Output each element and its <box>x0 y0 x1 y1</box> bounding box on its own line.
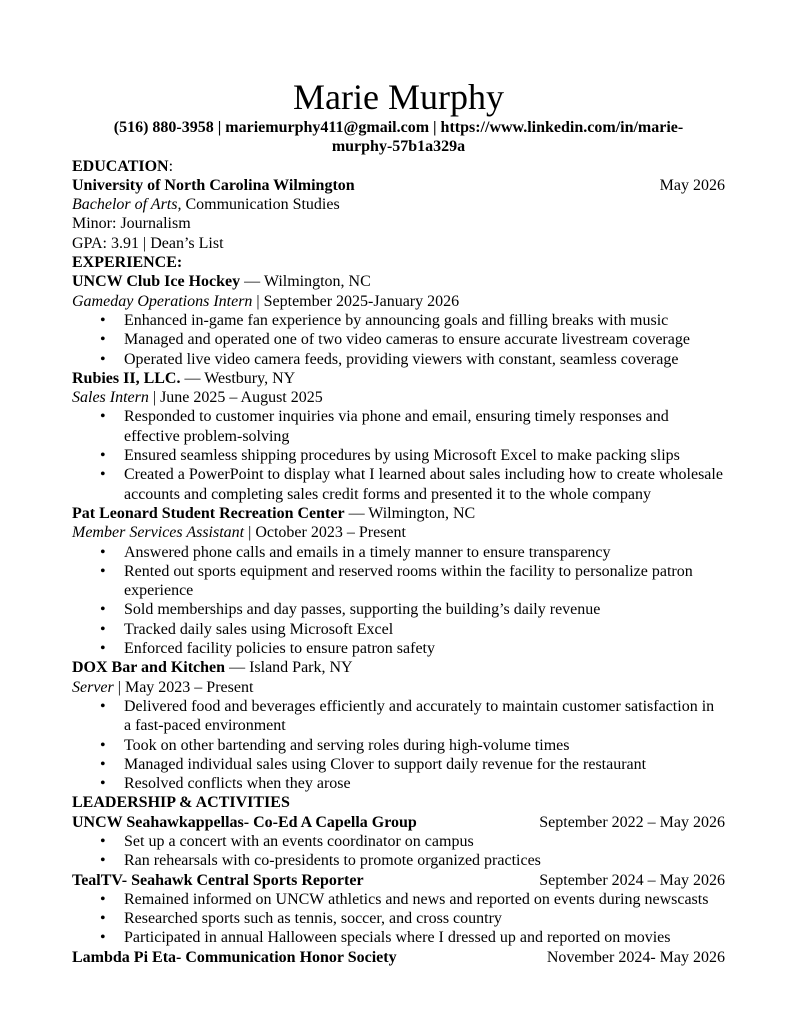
job-role: Gameday Operations Intern <box>72 292 253 310</box>
activity-title: Lambda Pi Eta- Communication Honor Society <box>72 948 397 966</box>
activity-dates: September 2022 – May 2026 <box>539 813 725 831</box>
job-location: — Westbury, NY <box>180 369 296 387</box>
experience-section <box>72 253 725 793</box>
job-block <box>72 272 725 368</box>
bullet-item: • Managed and operated one of two video cameras to ensure accurate livestream coverage <box>72 330 725 349</box>
bullet-list <box>72 543 725 659</box>
bullet-item: • Created a PowerPoint to display what I learned about sales including how to create wholesale accounts and completing sales credit forms and presented it to the whole company <box>72 465 725 504</box>
bullet-list <box>72 311 725 369</box>
education-heading-colon: : <box>168 157 174 175</box>
degree-line <box>72 195 725 214</box>
activity-block <box>72 813 725 871</box>
bullet-item: • Rented out sports equipment and reserved rooms within the facility to personalize patron experience <box>72 562 725 601</box>
job-subheader <box>72 523 725 542</box>
activity-header <box>72 813 725 832</box>
bullet-item: • Participated in annual Halloween specials where I dressed up and reported on movies <box>72 928 725 947</box>
bullet-list <box>72 407 725 503</box>
bullet-item: • Resolved conflicts when they arose <box>72 774 725 793</box>
job-header <box>72 272 725 291</box>
contact-line-2: murphy-57b1a329a <box>331 138 466 156</box>
activity-title: TealTV- Seahawk Central Sports Reporter <box>72 871 364 889</box>
minor-line: Minor: Journalism <box>72 215 191 233</box>
activity-dates: September 2024 – May 2026 <box>539 871 725 889</box>
company-name: UNCW Club Ice Hockey <box>72 273 241 291</box>
bullet-item: • Remained informed on UNCW athletics and news and reported on events during newscasts <box>72 890 725 909</box>
degree-major: Communication Studies <box>181 196 340 214</box>
bullet-item: • Operated live video camera feeds, providing viewers with constant, seamless coverage <box>72 350 725 369</box>
company-name: Pat Leonard Student Recreation Center <box>72 504 345 522</box>
job-block <box>72 658 725 793</box>
job-role: Member Services Assistant <box>72 524 245 542</box>
job-subheader <box>72 388 725 407</box>
job-block <box>72 504 725 658</box>
activity-block <box>72 871 725 948</box>
job-subheader <box>72 678 725 697</box>
contact-info <box>62 118 735 157</box>
bullet-item: • Set up a concert with an events coordinator on campus <box>72 832 725 851</box>
education-date: May 2026 <box>659 176 725 194</box>
bullet-item: • Ensured seamless shipping procedures by using Microsoft Excel to make packing slips <box>72 446 725 465</box>
activity-title: UNCW Seahawkappellas- Co-Ed A Capella Group <box>72 813 417 831</box>
activity-block <box>72 948 725 967</box>
contact-line-1: (516) 880-3958 | mariemurphy411@gmail.com | https://www.linkedin.com/in/marie- <box>113 119 684 136</box>
bullet-list <box>72 697 725 793</box>
job-location: — Wilmington, NC <box>344 504 476 522</box>
job-header <box>72 504 725 523</box>
education-section <box>72 157 725 253</box>
job-location: — Island Park, NY <box>225 659 353 677</box>
school-name: University of North Carolina Wilmington <box>72 176 355 194</box>
bullet-item: • Responded to customer inquiries via phone and email, ensuring timely responses and effective problem-solving <box>72 407 725 446</box>
bullet-list <box>72 832 725 871</box>
bullet-item: • Researched sports such as tennis, soccer, and cross country <box>72 909 725 928</box>
job-role: Server <box>72 678 114 696</box>
bullet-item: • Enhanced in-game fan experience by announcing goals and filling breaks with music <box>72 311 725 330</box>
bullet-list <box>72 890 725 948</box>
degree-title: Bachelor of Arts, <box>72 196 182 214</box>
activity-header <box>72 948 725 967</box>
job-block <box>72 369 725 504</box>
job-location: — Wilmington, NC <box>240 273 371 291</box>
person-name: Marie Murphy <box>293 77 504 117</box>
experience-heading: EXPERIENCE: <box>72 254 183 272</box>
job-header <box>72 658 725 677</box>
bullet-item: • Ran rehearsals with co-presidents to promote organized practices <box>72 851 725 870</box>
education-heading-text: EDUCATION <box>72 157 169 175</box>
bullet-item: • Managed individual sales using Clover to support daily revenue for the restaurant <box>72 755 725 774</box>
bullet-item: • Took on other bartending and serving roles during high-volume times <box>72 736 725 755</box>
leadership-heading: LEADERSHIP & ACTIVITIES <box>72 794 290 812</box>
bullet-item: • Enforced facility policies to ensure patron safety <box>72 639 725 658</box>
resume-header <box>72 76 725 157</box>
education-school-row <box>72 176 725 195</box>
company-name: Rubies II, LLC. <box>72 369 181 387</box>
bullet-item: • Delivered food and beverages efficiently and accurately to maintain customer satisfaction in a fast-paced environment <box>72 697 725 736</box>
bullet-item: • Sold memberships and day passes, supporting the building’s daily revenue <box>72 600 725 619</box>
bullet-item: • Answered phone calls and emails in a timely manner to ensure transparency <box>72 543 725 562</box>
job-header <box>72 369 725 388</box>
education-heading <box>72 157 725 176</box>
job-role: Sales Intern <box>72 389 149 407</box>
leadership-section <box>72 793 725 967</box>
job-dates: | June 2025 – August 2025 <box>148 389 323 407</box>
gpa-line: GPA: 3.91 | Dean’s List <box>72 234 224 252</box>
job-dates: | May 2023 – Present <box>113 678 254 696</box>
company-name: DOX Bar and Kitchen <box>72 659 226 677</box>
activity-header <box>72 871 725 890</box>
bullet-item: • Tracked daily sales using Microsoft Excel <box>72 620 725 639</box>
job-dates: | September 2025-January 2026 <box>252 292 460 310</box>
activity-dates: November 2024- May 2026 <box>546 948 725 966</box>
job-dates: | October 2023 – Present <box>244 524 406 542</box>
job-subheader <box>72 292 725 311</box>
